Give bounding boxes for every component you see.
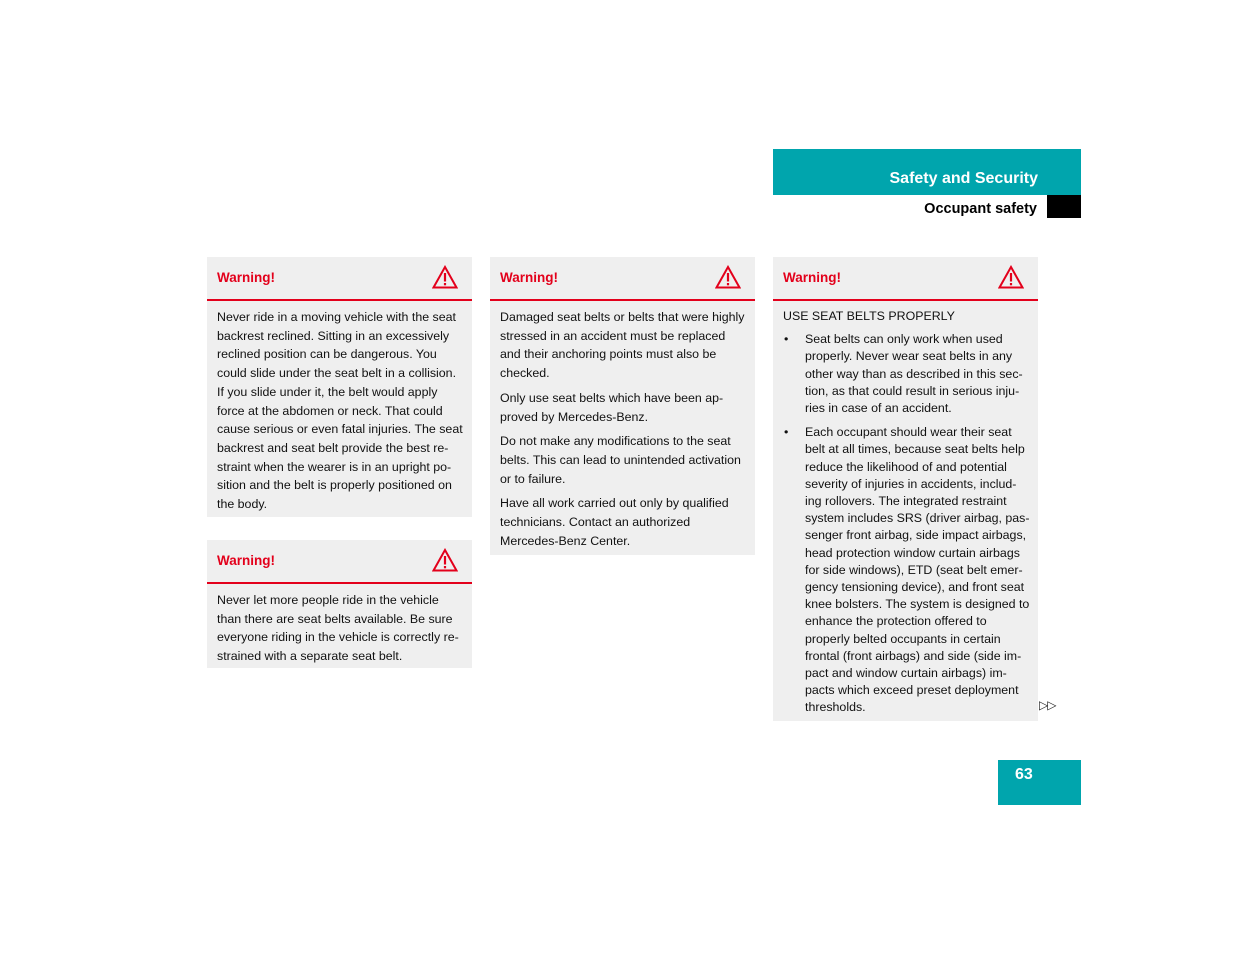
warning-bullet-list <box>783 331 1030 716</box>
list-item <box>783 424 1030 716</box>
section-title: Safety and Security <box>889 170 1038 187</box>
warning-paragraph: Only use seat belts which have been ap-proved by Mercedes-Benz. <box>500 390 724 424</box>
page-number: 63 <box>1015 766 1033 783</box>
warning-triangle-icon <box>998 265 1024 289</box>
warning-body <box>207 584 472 672</box>
warning-triangle-icon <box>432 548 458 572</box>
bullet-icon: • <box>784 332 789 347</box>
warning-body <box>207 301 472 520</box>
warning-body <box>773 301 1038 723</box>
warning-triangle-icon <box>432 265 458 289</box>
subsection-title: Occupant safety <box>924 201 1037 217</box>
warning-box-damaged-belts <box>490 257 755 555</box>
subsection-marker <box>1047 195 1081 218</box>
warning-paragraph: Never let more people ride in the vehicle than there are seat belts available. Be sure everyone riding in the vehicle is correctly re-strained with a separate seat belt. <box>217 593 459 664</box>
section-header-tab <box>773 149 1081 195</box>
warning-paragraph: Do not make any modifications to the seat belts. This can lead to unintended activation or to failure. <box>500 434 741 486</box>
continue-arrow-icon: ▷▷ <box>1039 698 1056 712</box>
page-number-tab <box>998 760 1081 805</box>
warning-paragraph: Have all work carried out only by qualified technicians. Contact an authorized Mercedes-Benz Center. <box>500 496 729 548</box>
warning-header <box>207 257 472 301</box>
warning-paragraph: Damaged seat belts or belts that were highly stressed in an accident must be replaced and their anchoring points must also be checked. <box>500 310 745 381</box>
bullet-text: Each occupant should wear their seat belt at all times, because seat belts help reduce the likelihood of and potential severity of injuries in accidents, includ-ing rollovers. The integrated restraint system includes SRS (driver airbag, pas-senger front airbag, side impact airbags, head protection window curtain airbags for side windows), ETD (seat belt emer-gency tensioning device), and front seat knee bolsters. The system is designed to enhance the protection offered to properly belted occupants in certain frontal (front airbags) and side (side im-pact and window curtain airbags) im-pacts which exceed preset deployment thresholds. <box>805 425 1030 715</box>
warning-header <box>773 257 1038 301</box>
warning-label: Warning! <box>783 270 841 285</box>
warning-paragraph: Never ride in a moving vehicle with the seat backrest reclined. Sitting in an excessively reclined position can be dangerous. You could slide under the seat belt in a collision. If you slide under it, the belt would apply force at the abdomen or neck. That could cause serious or even fatal injuries. The seat backrest and seat belt provide the best re-straint when the wearer is in an upright po-sition and the belt is properly positioned on the body. <box>217 310 463 512</box>
warning-label: Warning! <box>217 553 275 568</box>
warning-label: Warning! <box>500 270 558 285</box>
bullet-icon: • <box>784 425 789 440</box>
warning-label: Warning! <box>217 270 275 285</box>
warning-intro: USE SEAT BELTS PROPERLY <box>783 309 955 323</box>
warning-header <box>207 540 472 584</box>
bullet-text: Seat belts can only work when used properly. Never wear seat belts in any other way than as described in this sec-tion, as that could result in serious inju-ries in case of an accident. <box>805 332 1023 416</box>
warning-box-seat-count <box>207 540 472 668</box>
list-item <box>783 331 1030 417</box>
warning-box-seat-backrest <box>207 257 472 517</box>
warning-header <box>490 257 755 301</box>
warning-triangle-icon <box>715 265 741 289</box>
warning-body <box>490 301 755 556</box>
warning-box-use-belts-properly <box>773 257 1038 721</box>
